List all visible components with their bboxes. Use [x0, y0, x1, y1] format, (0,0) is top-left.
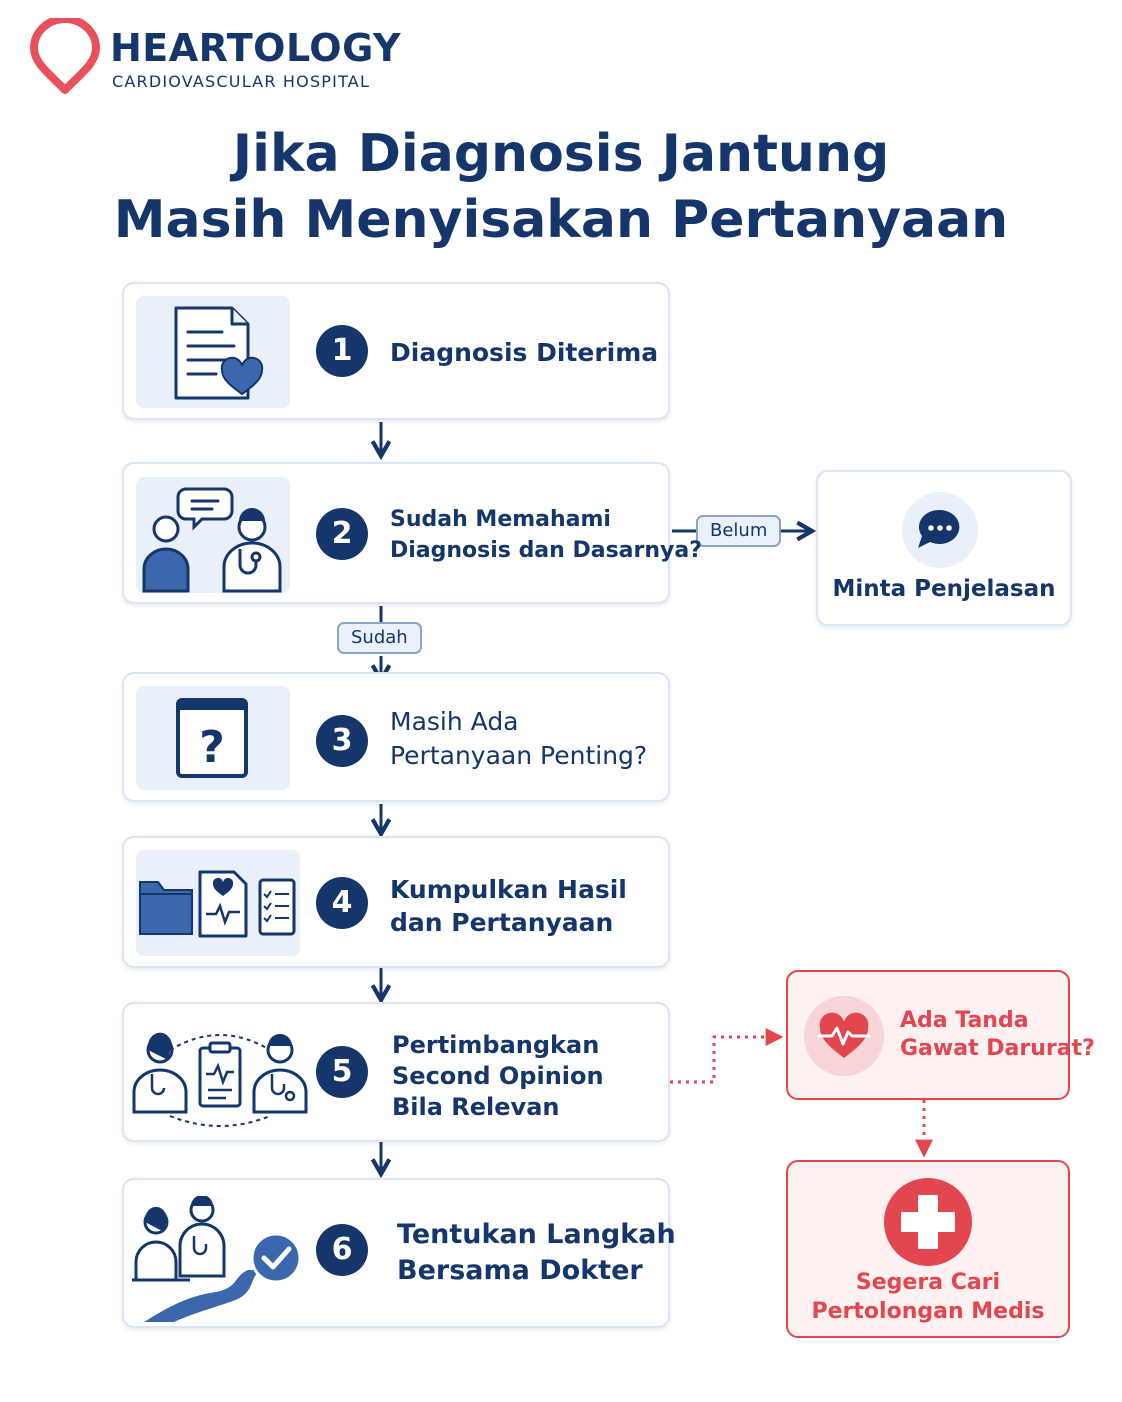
step-5-label-line-1: Pertimbangkan: [392, 1031, 600, 1059]
brand-subtitle: CARDIOVASCULAR HOSPITAL: [112, 72, 371, 91]
branch-no-label: Belum: [696, 515, 781, 547]
emergency-check-line-1: Ada Tanda: [900, 1008, 1029, 1033]
step-4-icon-box: [136, 850, 300, 956]
step-4-card: [122, 836, 670, 968]
step-6-card: [122, 1178, 676, 1328]
step-5-label-line-2: Second Opinion: [392, 1062, 604, 1090]
step-4-label-line-2: dan Pertanyaan: [390, 908, 614, 937]
medical-cross-icon: [882, 1176, 974, 1268]
emergency-action-card: [786, 1160, 1070, 1338]
step-6-label-line-2: Bersama Dokter: [397, 1255, 643, 1286]
branch-yes-label: Sudah: [337, 622, 422, 654]
emergency-action-line-1: Segera Cari: [855, 1270, 1001, 1295]
step-3-number: 3: [316, 715, 368, 767]
patient-doctor-chat-icon: [136, 477, 290, 593]
step-6-label-line-1: Tentukan Langkah: [397, 1219, 676, 1250]
step-3-label-line-2: Pertanyaan Penting?: [390, 741, 648, 770]
step-1-card: [122, 282, 670, 420]
svg-text:?: ?: [199, 722, 225, 773]
page-title-line-2: Masih Menyisakan Pertanyaan: [113, 190, 1009, 250]
document-heart-icon: [136, 296, 290, 408]
emergency-action-line-2: Pertolongan Medis: [811, 1299, 1045, 1324]
step-2-card: [122, 462, 702, 604]
dotted-arrow-step5-to-emergency-check: [670, 1037, 780, 1082]
step-4-label-line-1: Kumpulkan Hasil: [390, 875, 627, 904]
doctor-patient-path-check-icon: [130, 1196, 302, 1322]
step-3-label-line-1: Masih Ada: [390, 707, 519, 736]
step-2-label-line-1: Sudah Memahami: [390, 507, 611, 532]
question-icon: [136, 686, 290, 790]
step-5-card: [122, 1002, 670, 1142]
folder-records-checklist-icon: [136, 850, 300, 956]
step-5-number: 5: [316, 1046, 368, 1098]
step-5-label-line-3: Bila Relevan: [392, 1093, 560, 1121]
explain-label: Minta Penjelasan: [832, 576, 1056, 602]
step-6-number: 6: [316, 1224, 368, 1276]
step-1-number: 1: [316, 325, 368, 377]
heart-pulse-icon: [802, 994, 886, 1078]
emergency-check-line-2: Gawat Darurat?: [900, 1036, 1095, 1061]
brand-name: HEARTOLOGY: [110, 26, 401, 70]
step-1-label: Diagnosis Diterima: [390, 338, 659, 367]
emergency-check-card: [786, 970, 1095, 1100]
page-title-line-1: Jika Diagnosis Jantung: [232, 124, 890, 184]
step-1-icon-box: [136, 296, 290, 408]
two-doctors-clipboard-icon: [130, 1024, 310, 1128]
explain-card: [816, 470, 1072, 626]
step-2-number: 2: [316, 508, 368, 560]
step-3-card: [122, 672, 670, 802]
step-4-number: 4: [316, 877, 368, 929]
chat-bubble-icon: [900, 490, 980, 570]
step-2-label-line-2: Diagnosis dan Dasarnya?: [390, 538, 702, 563]
step-2-icon-box: [136, 477, 290, 593]
step-3-icon-box: [136, 686, 290, 790]
